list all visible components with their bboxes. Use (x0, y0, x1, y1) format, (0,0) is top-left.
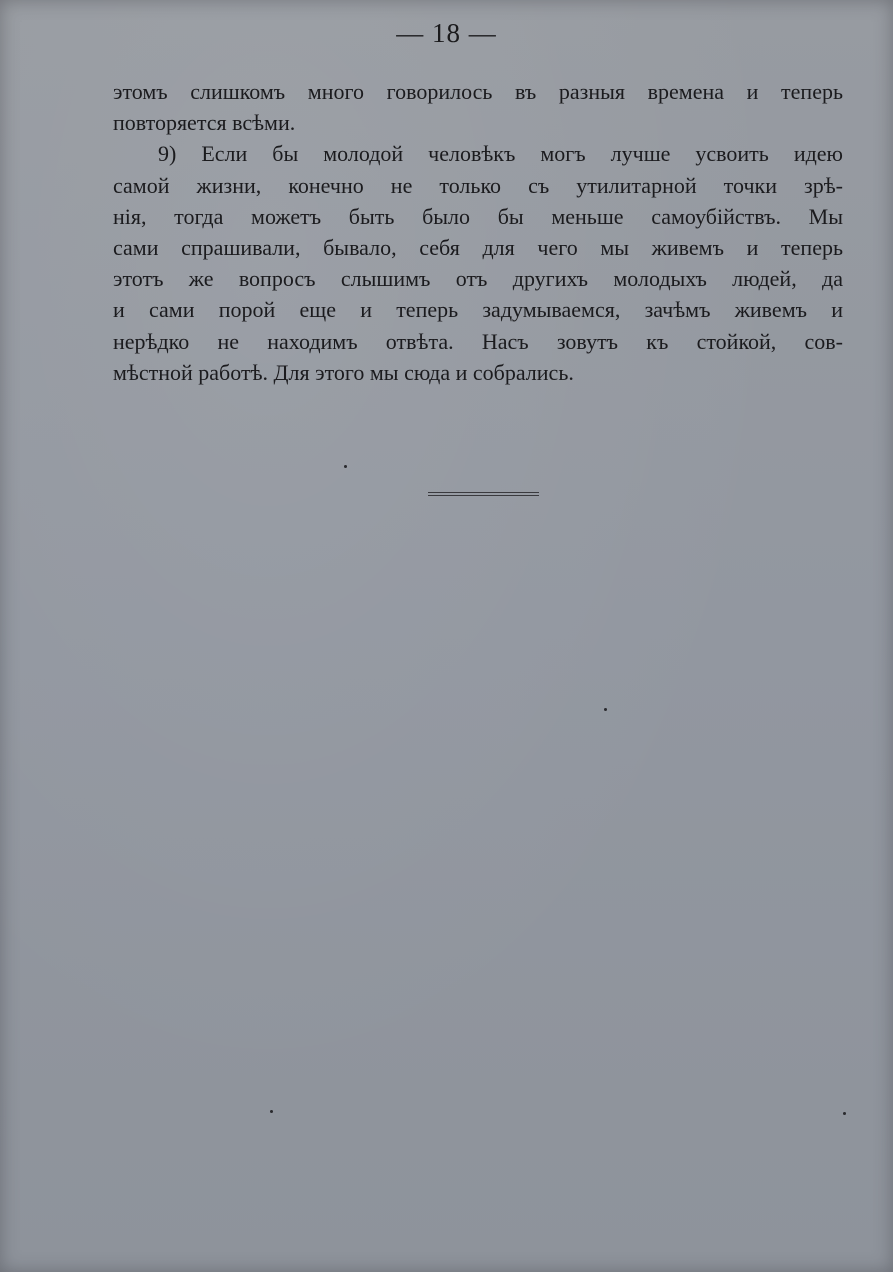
text-line-3: 9) Если бы молодой человѣкъ могъ лучше усвоить идею (158, 141, 843, 167)
paper-speck (344, 465, 347, 468)
text-line-9: нерѣдко не находимъ отвѣта. Насъ зовутъ къ стойкой, сов- (113, 328, 843, 354)
text-line-5: нія, тогда можетъ быть было бы меньше самоубійствъ. Мы (113, 203, 843, 229)
text-line-1: этомъ слишкомъ много говорилось въ разныя времена и теперь (113, 79, 843, 104)
text-line-8: и сами порой еще и теперь задумываемся, зачѣмъ живемъ и (113, 297, 843, 323)
paper-speck (270, 1110, 273, 1113)
text-line-2: повторяется всѣми. (113, 110, 296, 136)
text-line-10: мѣстной работѣ. Для этого мы сюда и собрались. (113, 359, 574, 385)
body-text (113, 76, 843, 388)
page-number: — 18 — (396, 18, 497, 48)
paper-speck (843, 1112, 846, 1115)
text-line-6: сами спрашивали, бывало, себя для чего мы живемъ и теперь (113, 234, 843, 260)
paper-speck (604, 708, 607, 711)
end-rule (428, 492, 539, 497)
text-line-4: самой жизни, конечно не только съ утилитарной точки зрѣ- (113, 172, 843, 198)
text-line-7: этотъ же вопросъ слышимъ отъ другихъ молодыхъ людей, да (113, 266, 843, 292)
